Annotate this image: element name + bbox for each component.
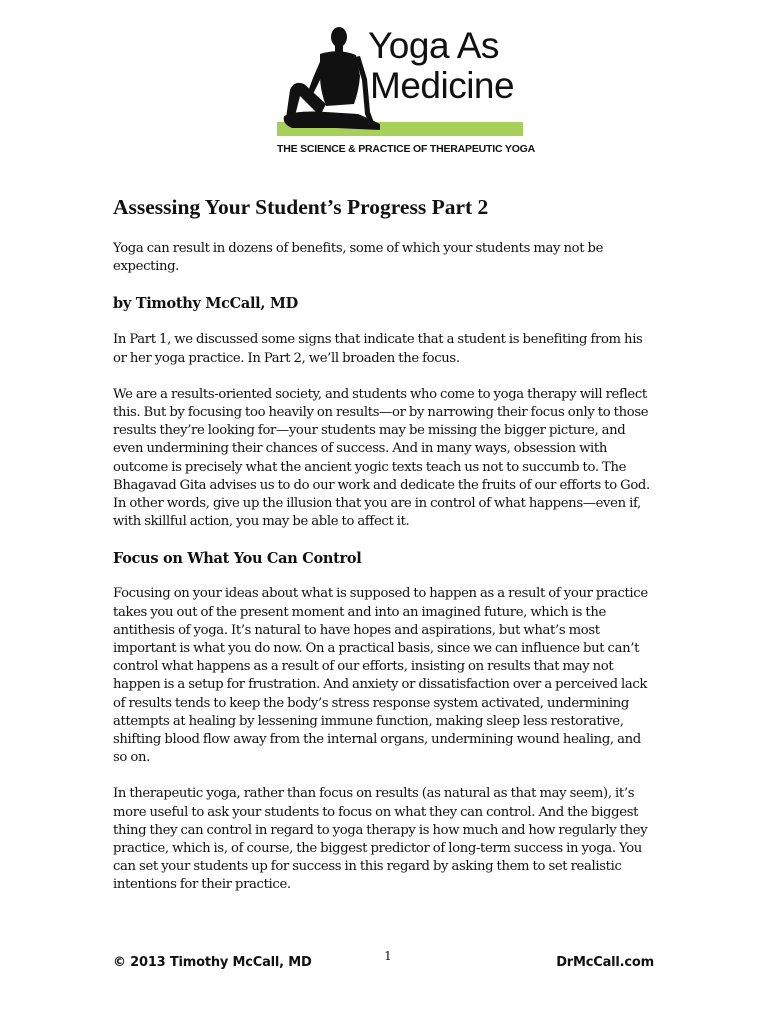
logo-tagline: THE SCIENCE & PRACTICE OF THERAPEUTIC YOGA [277, 143, 536, 155]
section-paragraph: In therapeutic yoga, rather than focus on results (as natural as that may seem), it’s more useful to ask your students to focus on what they can control. And the biggest thing they can control in regard to yoga therapy is how much and how regularly they practice, which is, of course, the biggest predictor of long-term success in yoga. You can set your students up for success in this regard by asking them to set realistic intentions for their practice. [113, 786, 648, 893]
page-number: 1 [384, 949, 392, 963]
article-paragraph: In Part 1, we discussed some signs that indicate that a student is benefiting from his or her yoga practice. In Part 2, we’ll broaden the focus. [113, 332, 643, 366]
section-paragraph: Focusing on your ideas about what is supposed to happen as a result of your practice takes you out of the present moment and into an imagined future, which is the antithesis of yoga. It’s natural to have hopes and aspirations, but what’s most important is what you do now. On a practical basis, since we can influence but can’t control what happens as a result of our efforts, insisting on results that may not happen is a setup for frustration. And anxiety or dissatisfaction over a perceived lack of results tends to keep the body’s stress response system activated, undermining attempts at healing by lessening immune function, making sleep less restorative, shifting blood flow away from the internal organs, undermining wound healing, and so on. [113, 586, 648, 766]
logo [270, 24, 540, 160]
logo-line-2: Medicine [370, 65, 515, 106]
logo-line-1: Yoga As [368, 25, 499, 66]
logo-wordmark [368, 26, 514, 106]
article-paragraph: We are a results-oriented society, and students who come to yoga therapy will reflect this. But by focusing too heavily on results—or by narrowing their focus only to those results they’re looking for—your students may be missing the bigger picture, and even undermining their chances of success. And in many ways, obsession with outcome is precisely what the ancient yogic texts teach us not to succumb to. The Bhagavad Gita advises us to do our work and dedicate the fruits of our efforts to God. In other words, give up the illusion that you are in control of what happens—even if, with skillful action, you may be able to affect it. [113, 386, 650, 530]
article-title: Assessing Your Student’s Progress Part 2 [113, 195, 489, 219]
article-intro: Yoga can result in dozens of benefits, some of which your students may not be expecting. [113, 241, 604, 275]
footer-copyright: © 2013 Timothy McCall, MD [113, 955, 312, 970]
article-byline: by Timothy McCall, MD [113, 295, 298, 313]
article-body [113, 193, 658, 913]
section-heading: Focus on What You Can Control [113, 550, 362, 568]
footer-website-link[interactable]: DrMcCall.com [556, 955, 654, 970]
